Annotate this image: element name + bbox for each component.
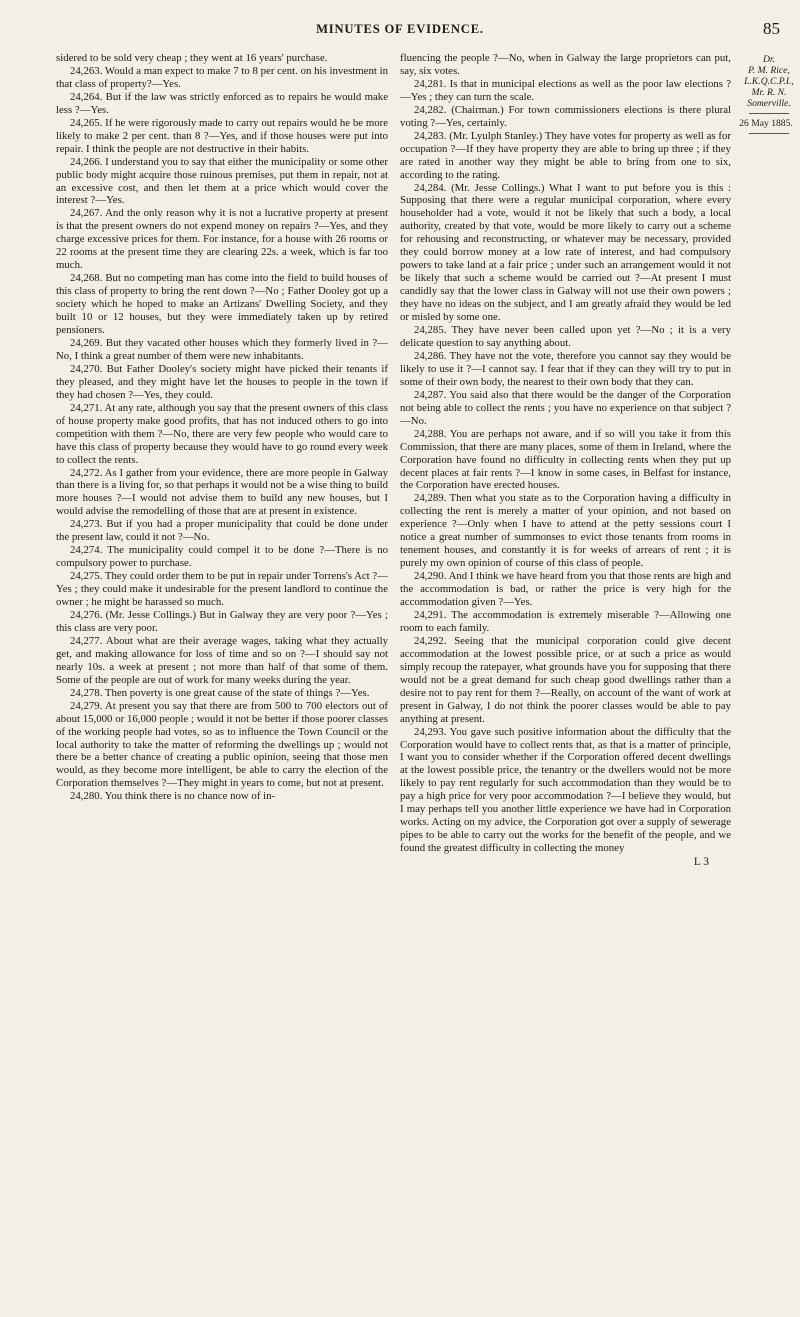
evidence-paragraph: 24,270. But Father Dooley's society might have picked their tenants if they pleased, and they might have let the houses to people in the town if they had chosen ?—Yes, they could. [56, 362, 388, 401]
evidence-paragraph: 24,277. About what are their average wages, taking what they actually get, and making allowance for loss of time and so on ?—I should say not nearly 10s. a week at present ; not more than half of that some of them. Some of the people are out of work for many weeks during the year. [56, 634, 388, 686]
evidence-paragraph: 24,275. They could order them to be put in repair under Torrens's Act ?—Yes ; they could make it undesirable for the present landlord to continue the owner ; he might be harassed so much. [56, 570, 388, 609]
evidence-paragraph: 24,269. But they vacated other houses which they formerly lived in ?—No, I think a great number of them were new inhabitants. [56, 336, 388, 362]
witness-qualifications: L.K.Q.C.P.I., [744, 76, 794, 87]
evidence-paragraph: 24,283. (Mr. Lyulph Stanley.) They have votes for property as well as for occupation ?—If they have property they are able to bring up three ; if they are rated in another way they might be able to bring from one to six, according to the rating. [400, 129, 731, 181]
evidence-paragraph: 24,266. I understand you to say that either the municipality or some other public body might acquire those ruinous premises, put them in repair, not at an excessive cost, and then let them at a price which would cover the interest ?—Yes. [56, 155, 388, 207]
page-header [0, 19, 800, 42]
evidence-paragraph: 24,267. And the only reason why it is not a lucrative property at present is that the present owners do not expend money on repairs ?—Yes, and they charge excessive prices for them. For instance, for a house with 26 rooms or 22 rooms at the present time they are clearing 22s. a week, which is far too much. [56, 207, 388, 272]
evidence-paragraph: 24,278. Then poverty is one great cause of the state of things ?—Yes. [70, 686, 370, 699]
signature-mark: L 3 [693, 856, 709, 869]
evidence-paragraph: 24,274. The municipality could compel it to be done ?—There is no compulsory power to purchase. [56, 544, 388, 570]
evidence-paragraph: 24,265. If he were rigorously made to carry out repairs would he be more likely to make 2 per cent. than 8 ?—Yes, and if those houses were put into repair. I think the people are not destructive in their habits. [56, 116, 388, 155]
evidence-paragraph: 24,272. As I gather from your evidence, there are more people in Galway than there is a living for, so that perhaps it would not be a wise thing to build more houses ?—I would not advise them to build any new houses, but I would advise the remodelling of those that are at present in existence. [56, 466, 388, 518]
evidence-paragraph: 24,268. But no competing man has come into the field to build houses of this class of property to bring the rent down ?—No ; Father Dooley got up a society which he hoped to make an Artizans' Dwelling Society, and they built 10 or 12 houses, but they were immediately taken up by retired pensioners. [56, 272, 388, 337]
margin-divider [749, 133, 789, 134]
margin-note [740, 54, 798, 134]
evidence-paragraph: 24,263. Would a man expect to make 7 to 8 per cent. on his investment in that class of property?—Yes. [56, 64, 388, 90]
evidence-paragraph: 24,276. (Mr. Jesse Collings.) But in Galway they are very poor ?—Yes ; this class are very poor. [56, 608, 388, 634]
running-title: MINUTES OF EVIDENCE. [316, 22, 484, 36]
left-column [56, 52, 388, 803]
page-number: 85 [763, 19, 780, 38]
evidence-paragraph: 24,287. You said also that there would be the danger of the Corporation not being able to collect the rents ; you have no experience on that subject ?—No. [400, 388, 731, 427]
evidence-paragraph: 24,293. You gave such positive information about the difficulty that the Corporation would have to collect rents that, as that is a matter of principle, I want you to consider whether if the Corporation offered decent dwellings at the lowest possible price, the tenantry or the dwellers would not be more likely to pay rent regularly for such accommodation than they would be to pay a high price for very poor accommodation ?—I believe they would, but I may perhaps tell you another little experience we have had in Corporation works. Acting on my advice, the Corporation got over a supply of sewerage pipes to be able to carry out the works for the benefit of the people, and we found the greatest difficulty in collecting the money [400, 725, 731, 855]
evidence-paragraph: 24,271. At any rate, although you say that the present owners of this class of house property make good profits, that has not induced others to go into competition with them ?—No, there are very few people who would care to have this class of property because they would have to go round every week to collect the rents. [56, 401, 388, 466]
witness-name-2: P. M. Rice, [748, 65, 790, 76]
evidence-paragraph: 24,284. (Mr. Jesse Collings.) What I want to put before you is this : Supposing that there were a regular municipal corporation, where every householder had a vote, would it not be likely that such a body, a local authority, created by that vote, would be more likely to carry out a scheme for rehousing and reconstructing, or whatever may be necessary, provided they could borrow money at a low rate of interest, and had compulsory powers to take land at a fair price ; under such an arrangement would it not be likely that such a scheme would be carried out ?—At present I must candidly say that the lower class in Galway will not use their own powers ; they have no ideas on the subject, and I am greatly afraid they would be led or misled by some one. [400, 181, 731, 324]
right-column [400, 52, 731, 869]
evidence-date: 26 May 1885. [739, 118, 793, 129]
evidence-paragraph: 24,291. The accommodation is extremely miserable ?—Allowing one room to each family. [400, 608, 731, 634]
evidence-paragraph: sidered to be sold very cheap ; they went at 16 years' purchase. [56, 52, 328, 64]
evidence-paragraph: 24,286. They have not the vote, therefore you cannot say they would be likely to use it ?—I cannot say. I fear that if they can they will try to put in some of their own body, the nearest to their own body that they can. [400, 349, 731, 388]
evidence-paragraph: 24,292. Seeing that the municipal corporation could give decent accommodation at the lowest possible price, or at such a price as would simply recoup the ratepayer, what grounds have you for supposing that there would not be a great demand for such cheap good dwellings rather than a desire not to pay rent for them ?—Really, on account of the want of work at present in Galway, I do not think the poorer classes would be able to pay anything at present. [400, 634, 731, 725]
evidence-paragraph: 24,290. And I think we have heard from you that those rents are high and the accommodation is bad, or rather the price is very high for the accommodation given ?—Yes. [400, 570, 731, 609]
evidence-paragraph: 24,288. You are perhaps not aware, and if so will you take it from this Commission, that there are many places, some of them in Ireland, where the Corporation have found no difficulty in collecting rents when they put up decent places at fair rents ?—I know in some cases, in Belfast for instance, the Corporation have erected houses. [400, 427, 731, 492]
witness-title: Mr. R. N. [751, 87, 787, 98]
evidence-paragraph: 24,282. (Chairman.) For town commissioners elections is there plural voting ?—Yes, certainly. [400, 103, 731, 129]
evidence-paragraph: 24,280. You think there is no chance now of in- [70, 790, 276, 803]
evidence-paragraph: fluencing the people ?—No, when in Galway the large proprietors can put, say, six votes. [400, 52, 731, 77]
witness-place: Somerville. [747, 98, 791, 109]
evidence-paragraph: 24,289. Then what you state as to the Corporation having a difficulty in collecting the rent is merely a matter of your opinion, and not based on experience ?—Only when I have to attend at the petty sessions court I notice a great number of summonses to evict those tenants from rooms in tenement houses, and constantly it is for weeks of arrears of rent ; it is purely my own opinion of course of this class of people. [400, 492, 731, 570]
evidence-paragraph: 24,279. At present you say that there are from 500 to 700 electors out of about 15,000 or 16,000 people ; would it not be better if those poorer classes of the working people had votes, so as to influence the Town Council or the local authority to take the matter of reforming the dwellings up ; would not there be a better chance of creating a public opinion, seeing that those men would, as they become more intelligent, be able to carry the election of the Corporation themselves ?—They might in years to come, but not at present. [56, 699, 388, 790]
witness-name: Dr. [763, 54, 775, 65]
margin-divider [749, 113, 789, 114]
evidence-paragraph: 24,281. Is that in municipal elections as well as the poor law elections ?—Yes ; they can turn the scale. [400, 77, 731, 103]
evidence-paragraph: 24,264. But if the law was strictly enforced as to repairs he would make less ?—Yes. [56, 90, 388, 116]
evidence-paragraph: 24,285. They have never been called upon yet ?—No ; it is a very delicate question to say anything about. [400, 324, 731, 349]
evidence-paragraph: 24,273. But if you had a proper municipality that could be done under the present law, could it not ?—No. [56, 518, 388, 544]
